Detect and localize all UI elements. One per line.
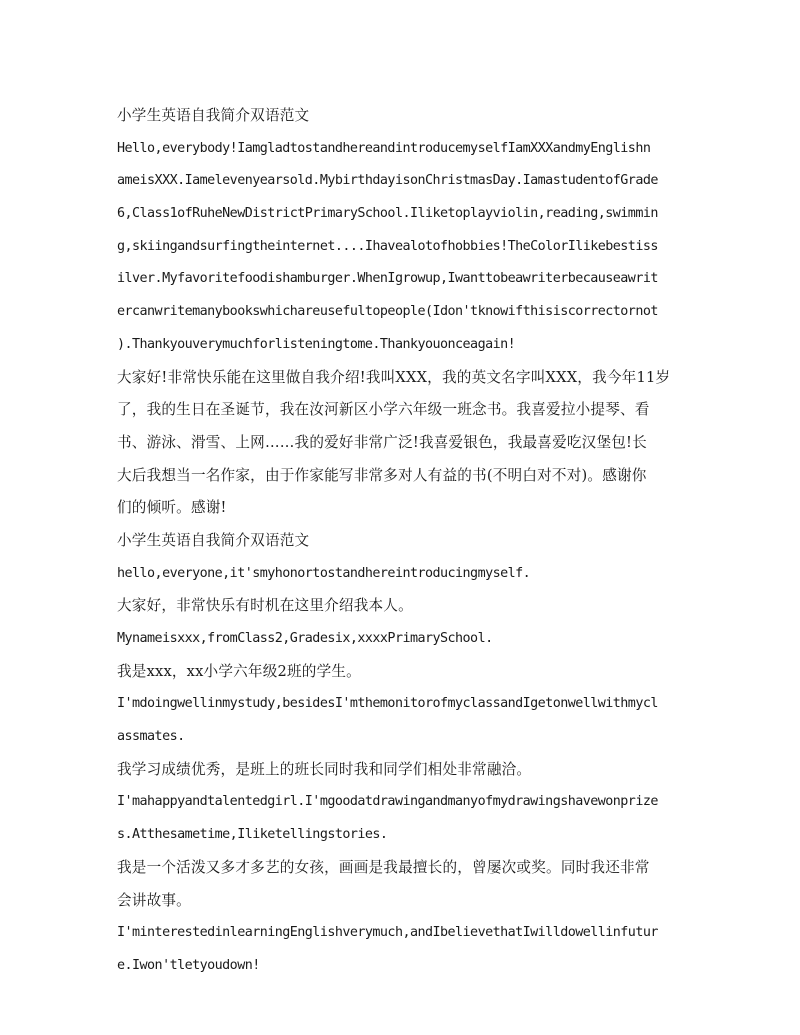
text-line: hello,everyone,it'smyhonortostandhereintroducingmyself.	[117, 565, 531, 581]
document-page	[117, 100, 687, 983]
text-line: I'mdoingwellinmystudy,besidesI'mthemonitorofmyclassandIgetonwellwithmycl	[117, 696, 658, 712]
text-line: I'minterestedinlearningEnglishverymuch,andIbelievethatIwilldowellinfutur	[117, 925, 658, 941]
text-line: I'mahappyandtalentedgirl.I'mgoodatdrawingandmanyofmydrawingshavewonprize	[117, 794, 658, 810]
text-line: s.Atthesametime,Iliketellingstories.	[117, 827, 388, 843]
text-line: 了，我的生日在圣诞节，我在汝河新区小学六年级一班念书。我喜爱拉小提琴、看	[117, 401, 650, 419]
text-line: g,skiingandsurfingtheinternet....Ihavealotofhobbies!TheColorIlikebestiss	[117, 238, 658, 254]
text-line: 大后我想当一名作家，由于作家能写非常多对人有益的书(不明白对不对)。感谢你	[117, 466, 647, 484]
text-line: ameisXXX.Iamelevenyearsold.MybirthdayisonChristmasDay.IamastudentofGrade	[117, 173, 658, 189]
text-line: 我是xxx，xx小学六年级2班的学生。	[117, 662, 361, 680]
text-line: 大家好!非常快乐能在这里做自我介绍!我叫XXX，我的英文名字叫XXX，我今年11岁	[117, 368, 671, 386]
text-line: assmates.	[117, 729, 185, 745]
text-line: ercanwritemanybookswhichareusefultopeople(Idon'tknowifthisiscorrectornot	[117, 304, 658, 320]
text-line: 大家好，非常快乐有时机在这里介绍我本人。	[117, 597, 413, 615]
text-line: ilver.Myfavoritefoodishamburger.WhenIgrowup,Iwanttobeawriterbecauseawrit	[117, 271, 658, 287]
text-line: 书、游泳、滑雪、上网……我的爱好非常广泛!我喜爱银色，我最喜爱吃汉堡包!长	[117, 433, 647, 451]
text-line: e.Iwon'tletyoudown!	[117, 957, 260, 973]
text-line: Mynameisxxx,fromClass2,Gradesix,xxxxPrimarySchool.	[117, 631, 493, 646]
text-line: ).Thankyouverymuchforlisteningtome.Thankyouonceagain!	[117, 336, 516, 352]
document-title: 小学生英语自我简介双语范文	[117, 107, 310, 124]
text-line: 会讲故事。	[117, 891, 191, 909]
text-line: 们的倾听。感谢!	[117, 499, 227, 517]
text-line: 6,Class1ofRuheNewDistrictPrimarySchool.Iliketoplayviolin,reading,swimmin	[117, 206, 658, 222]
text-line: 我学习成绩优秀，是班上的班长同时我和同学们相处非常融洽。	[117, 760, 532, 778]
text-line: Hello,everybody!IamgladtostandhereandintroducemyselfIamXXXandmyEnglishn	[117, 140, 651, 156]
section-title: 小学生英语自我简介双语范文	[117, 531, 310, 549]
text-line: 我是一个活泼又多才多艺的女孩，画画是我最擅长的，曾屡次或奖。同时我还非常	[117, 858, 650, 876]
